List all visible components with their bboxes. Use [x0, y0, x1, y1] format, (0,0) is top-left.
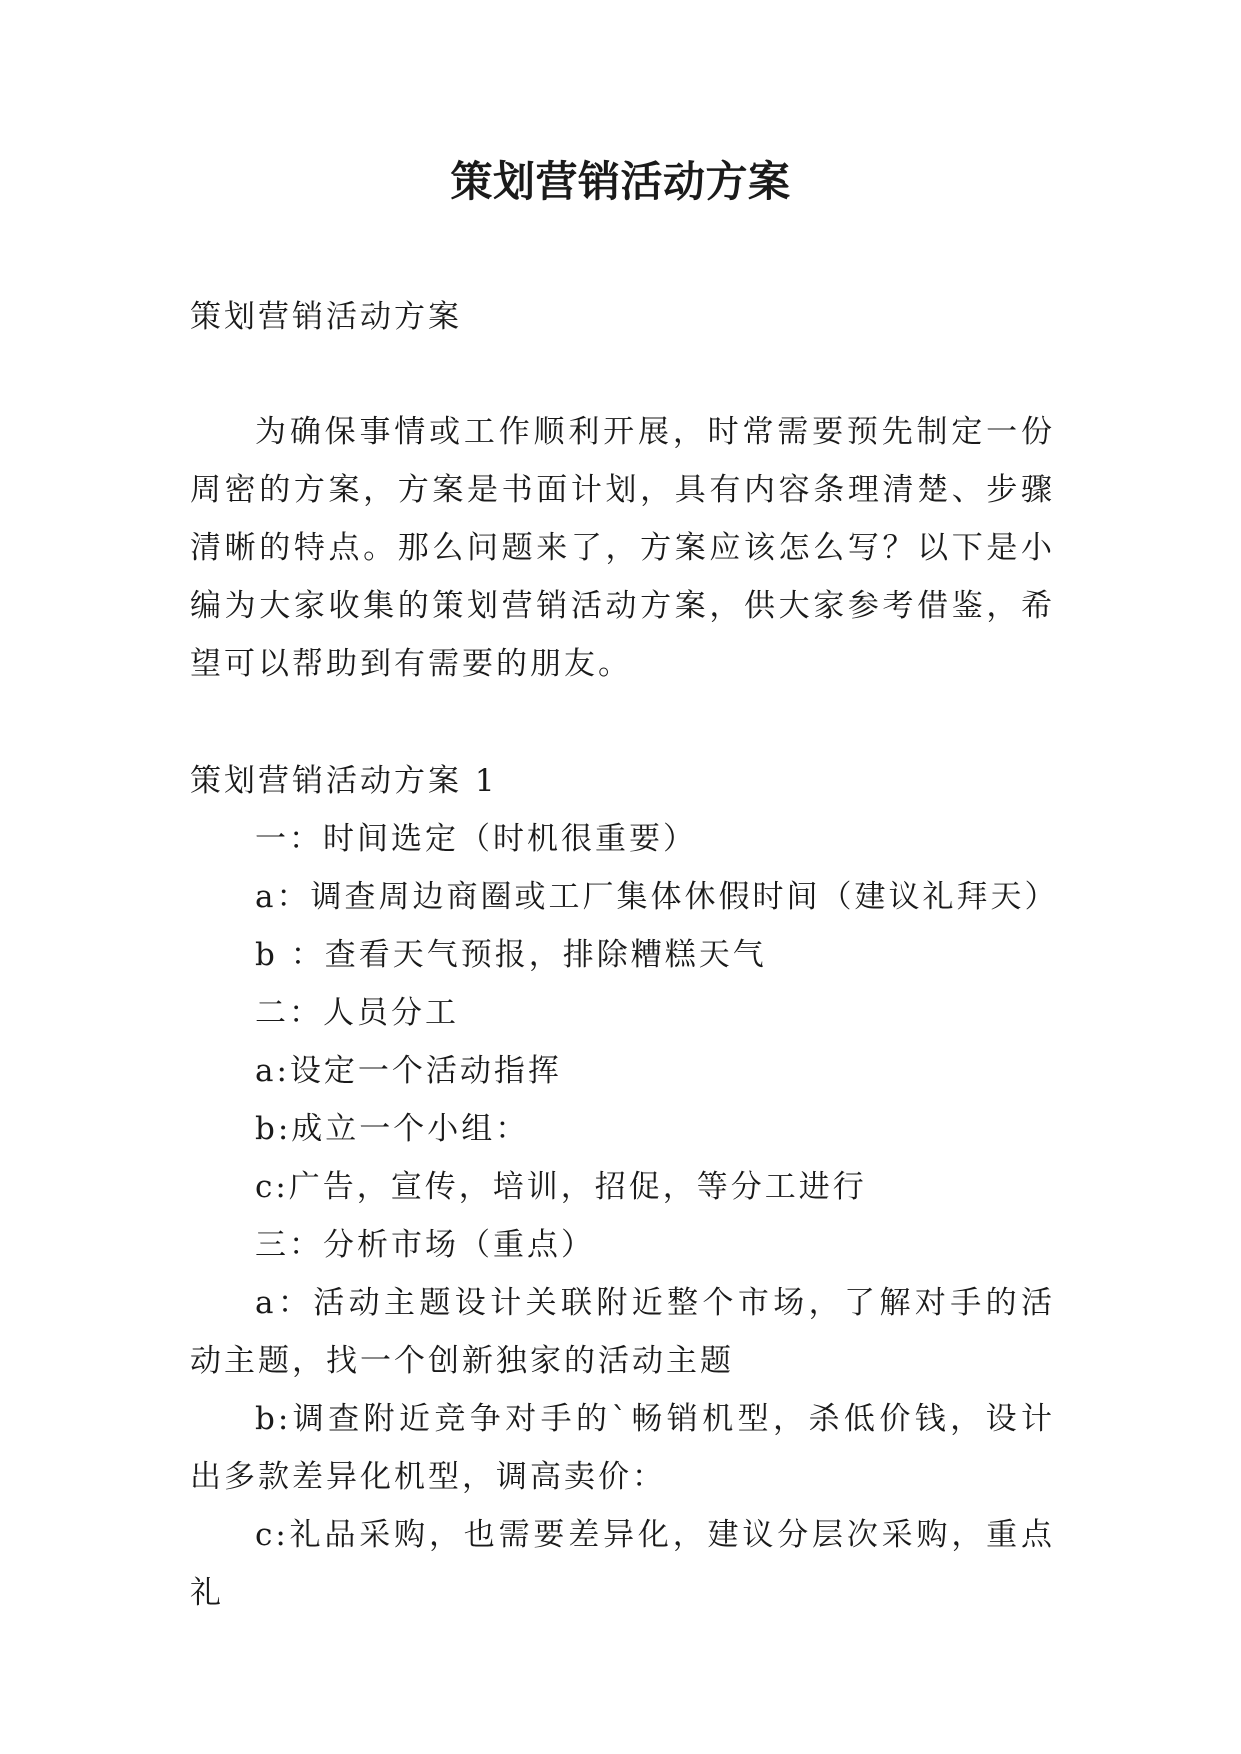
outline-item: a:设定一个活动指挥 [255, 1053, 562, 1089]
section-heading: 策划营销活动方案 1 [190, 763, 498, 799]
outline-item-time-selection: 一：时间选定（时机很重要） [255, 821, 697, 857]
outline-item: a：活动主题设计关联附近整个市场，了解对手的活动主题，找一个创新独家的活动主题 [190, 1285, 1055, 1379]
outline-item: b:调查附近竞争对手的`畅销机型，杀低价钱，设计出多款差异化机型，调高卖价： [190, 1401, 1055, 1495]
document-subtitle: 策划营销活动方案 [190, 299, 462, 335]
outline-item: c:礼品采购，也需要差异化，建议分层次采购，重点礼 [190, 1517, 1055, 1611]
outline-list [190, 810, 1059, 1622]
outline-item-market-analysis: 三：分析市场（重点） [255, 1227, 595, 1263]
outline-item-staffing: 二：人员分工 [255, 995, 459, 1031]
outline-item: b:成立一个小组： [255, 1111, 530, 1147]
intro-paragraph: 为确保事情或工作顺利开展，时常需要预先制定一份周密的方案，方案是书面计划，具有内容条理清楚、步骤清晰的特点。那么问题来了，方案应该怎么写？以下是小编为大家收集的策划营销活动方案，供大家参考借鉴，希望可以帮助到有需要的朋友。 [190, 414, 1055, 682]
outline-item: b ：查看天气预报，排除糟糕天气 [255, 937, 767, 973]
outline-item: a：调查周边商圈或工厂集体休假时间（建议礼拜天） [255, 879, 1059, 915]
outline-item: c:广告，宣传，培训，招促，等分工进行 [255, 1169, 867, 1205]
document-title: 策划营销活动方案 [450, 157, 791, 206]
